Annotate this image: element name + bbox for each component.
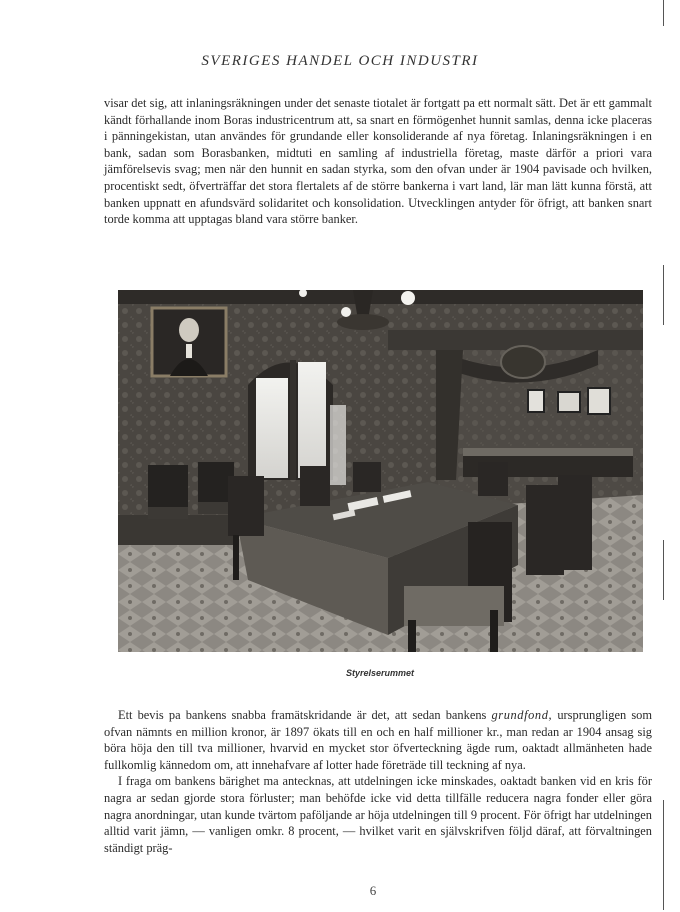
page-edge-line [663, 265, 664, 325]
page-edge-line [663, 540, 664, 600]
paragraph-dividends: I fraga om bankens bärighet ma antecknas, att utdelningen icke minskades, oaktadt banken vid en kris för nagra ar sedan gjorde stora förluster; man behöfde icke vid detta tillfälle reducera nagra fonder eller göra nagra anordningar, utan kunde tvärtom paföljande ar höja utdelningen till 9 procent. För öfrigt har utdelningen alltid varit jämn, — vanligen omkr. 8 procent, — hvilket varit en självskrifven följd däraf, att förvaltningen ständigt präg- [104, 774, 652, 855]
page-edge-line [663, 0, 664, 26]
page-number: 6 [369, 883, 377, 898]
paragraph-top [104, 95, 652, 228]
paragraph-capital [104, 707, 652, 773]
paragraph-bottom [104, 707, 652, 856]
running-header: SVERIGES HANDEL OCH INDUSTRI [201, 53, 479, 69]
emphasis-grundfond: grundfond, [491, 708, 553, 722]
boardroom-photo [118, 290, 643, 652]
photo-caption: Styrelserummet [345, 668, 415, 678]
paragraph-capital-end: ursprungligen som ofvan nämnts en million kronor, är 1897 ökats till en och en half millioner kr., man redan ar 1904 ansag sig böra höja den till tva millioner, hvarvid en mycket stor öfverteckning ägde rum, oaktadt allmänheten hade fullkomlig kännedom om, att innehafvare af lotter hade företräde till teckning af nya. [104, 708, 652, 772]
paragraph-capital-start: Ett bevis pa bankens snabba framätskridande är det, att sedan bankens [118, 708, 492, 722]
paragraph-top-text: visar det sig, att inlaningsräkningen under det senaste tiotalet är fortgatt pa ett normalt sätt. Det är ett gammalt kändt förhallande inom Boras industricentrum att, sa snart en förmögenhet hunnit samlas, denna icke placeras i pänningekistan, utan användes för grundande eller konsoliderande af nya företag. Inlaningsräkningen i en bank, sadan som Borasbanken, midtuti en samling af industriella företag, maste därför a priori vara jämförelsevis svag; men när den hunnit en sadan styrka, som den ofvan under är 1904 pavisade och hvilken, procentiskt sedt, öfverträffar det stora flertalets af de större bankerna i vart land, lär man lätt kunna förstä, att banken uppnatt en afundsvärd solidaritet och konsolidation. Utvecklingen antyder för öfrigt, att banken snart torde komma att upptagas bland vara större banker. [104, 96, 652, 227]
